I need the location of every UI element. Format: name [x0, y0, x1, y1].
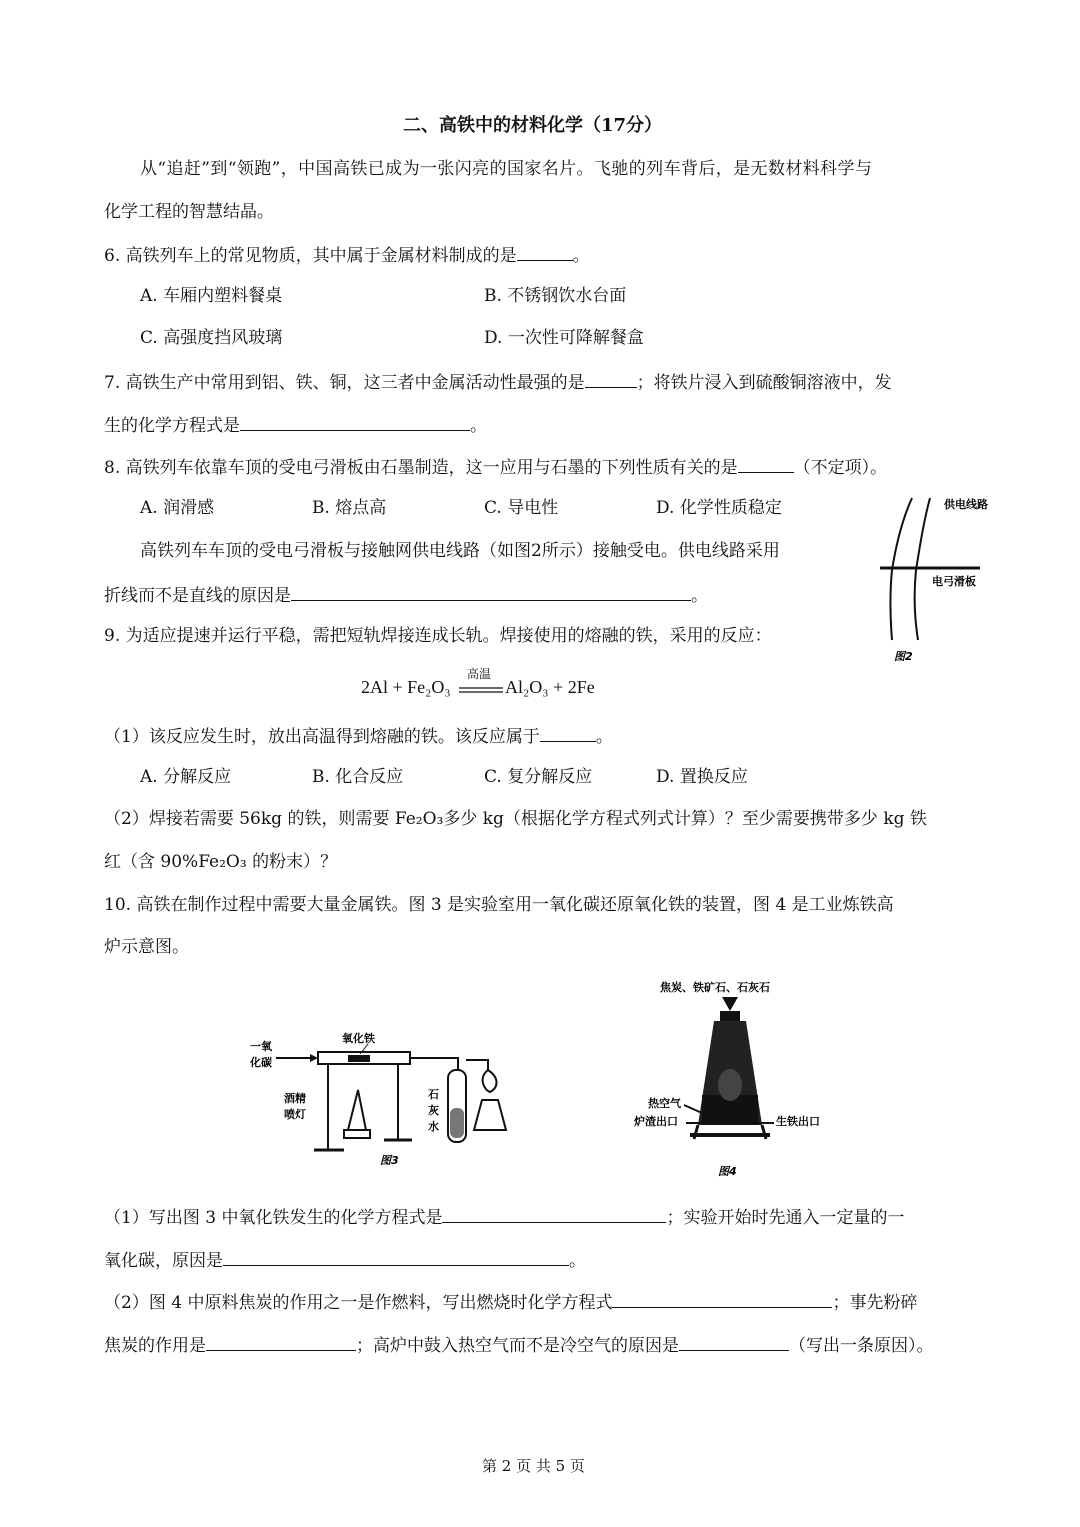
q9-part-2-line-1: （2）焊接若需要 56kg 的铁，则需要 Fe₂O₃多少 kg（根据化学方程式列式计算）？至少需要携带多少 kg 铁	[104, 809, 927, 829]
q7-line-1	[104, 370, 892, 394]
q10-line-1: 10. 高铁在制作过程中需要大量金属铁。图 3 是实验室用一氧化碳还原氧化铁的装置，图 4 是工业炼铁高	[104, 895, 894, 915]
q8-option-d: D. 化学性质稳定	[656, 498, 782, 518]
q9-option-c: C. 复分解反应	[484, 767, 593, 787]
q10-part-1-blank-1	[442, 1205, 666, 1223]
q10-part-1-cont: ；实验开始时先通入一定量的一	[666, 1208, 905, 1228]
q10-part-1-line-1	[104, 1205, 904, 1229]
fig2-label-plate: 电弓滑板	[932, 575, 976, 588]
q10-part-2-line-2	[104, 1333, 934, 1357]
q8-paragraph-line-2-end: 。	[691, 586, 708, 606]
q9-equation	[361, 665, 621, 705]
q8-stem-end: （不定项）。	[793, 458, 888, 478]
q10-part-1-line-2	[104, 1248, 586, 1272]
q6-stem	[104, 243, 590, 267]
q6-option-c: C. 高强度挡风玻璃	[140, 328, 283, 348]
q9-option-d: D. 置换反应	[656, 767, 748, 787]
q8-option-a: A. 润滑感	[140, 498, 215, 518]
q10-part-2-blank-1	[612, 1290, 832, 1308]
q9-part-1-blank	[540, 724, 596, 742]
figure-2-diagram	[870, 490, 990, 670]
q8-paragraph-line-1: 高铁列车车顶的受电弓滑板与接触网供电线路（如图2所示）接触受电。供电线路采用	[140, 541, 780, 561]
q7-line-2-text: 生的化学方程式是	[104, 416, 240, 436]
q8-option-c: C. 导电性	[484, 498, 559, 518]
fig4-label-iron: 生铁出口	[776, 1115, 820, 1128]
q6-option-a: A. 车厢内塑料餐桌	[140, 286, 283, 306]
fig3-exhaust-tube	[466, 1060, 488, 1070]
page-footer: 第 2 页 共 5 页	[482, 1457, 585, 1475]
fig3-caption: 图3	[380, 1154, 399, 1167]
q7-line-1-text: 7. 高铁生产中常用到铝、铁、铜，这三者中金属活动性最强的是	[104, 373, 585, 393]
q7-line-2	[104, 413, 487, 437]
q9-equation-left: 2Al + Fe₂O₃	[361, 677, 451, 697]
q9-equation-double-line	[459, 687, 503, 695]
fig3-lamp	[348, 1090, 366, 1130]
q9-option-a: A. 分解反应	[140, 767, 232, 787]
q10-part-2-line-2-cont: ；高炉中鼓入热空气而不是冷空气的原因是	[356, 1336, 679, 1356]
q10-part-1-line-2-end: 。	[569, 1251, 586, 1271]
q9-part-1-text: （1）该反应发生时，放出高温得到熔融的铁。该反应属于	[104, 727, 540, 747]
q8-stem	[104, 455, 887, 479]
q7-blank-1	[585, 370, 637, 388]
q8-stem-text: 8. 高铁列车依靠车顶的受电弓滑板由石墨制造，这一应用与石墨的下列性质有关的是	[104, 458, 738, 478]
q9-part-1-end: 。	[595, 727, 613, 747]
q9-equation-condition: 高温	[467, 667, 492, 681]
q6-option-b: B. 不锈钢饮水台面	[484, 286, 627, 306]
fig4-label-slag: 炉渣出口	[634, 1115, 678, 1128]
q8-blank	[738, 455, 794, 473]
q8-paragraph-line-2	[104, 583, 708, 607]
fig4-label-hot-air: 热空气	[648, 1097, 681, 1110]
q9-stem: 9. 为适应提速并运行平稳，需把短轨焊接连成长轨。焊接使用的熔融的铁，采用的反应：	[104, 626, 772, 646]
q10-part-1-line-2-text: 氧化碳，原因是	[104, 1251, 223, 1271]
fig4-hopper	[722, 997, 738, 1011]
q8-paragraph-line-2-text: 折线而不是直线的原因是	[104, 586, 291, 606]
intro-line-1: 从“追赶”到“领跑”，中国高铁已成为一张闪亮的国家名片。飞驰的列车背后，是无数材料科学与	[140, 159, 873, 179]
fig3-label-lamp-2: 喷灯	[284, 1108, 306, 1121]
q6-option-d: D. 一次性可降解餐盒	[484, 328, 644, 348]
section-title: 二、高铁中的材料化学（17分）	[403, 115, 663, 136]
q10-part-2-text: （2）图 4 中原料焦炭的作用之一是作燃料，写出燃烧时化学方程式	[104, 1293, 613, 1313]
q10-part-1-text: （1）写出图 3 中氧化铁发生的化学方程式是	[104, 1208, 443, 1228]
fig4-caption: 图4	[718, 1165, 737, 1178]
q6-stem-text: 6. 高铁列车上的常见物质，其中属于金属材料制成的是	[104, 246, 517, 266]
q6-stem-end: 。	[572, 246, 590, 266]
q6-answer-blank	[517, 243, 573, 261]
q9-part-1	[104, 724, 613, 748]
fig2-caption: 图2	[894, 650, 913, 663]
q10-part-2-blank-2	[206, 1333, 356, 1351]
fig3-label-fe2o3: 氧化铁	[342, 1032, 375, 1045]
q10-part-2-line-2-text: 焦炭的作用是	[104, 1336, 206, 1356]
fig3-iron-oxide	[348, 1055, 370, 1062]
fig3-connector-tube	[410, 1058, 458, 1070]
figure-3-apparatus	[248, 1030, 528, 1170]
q9-part-2-line-2: 红（含 90%Fe₂O₃ 的粉末）？	[104, 852, 338, 872]
q7-line-2-end: 。	[470, 416, 487, 436]
q10-part-2-blank-3	[679, 1333, 789, 1351]
fig4-label-top: 焦炭、铁矿石、石灰石	[660, 981, 770, 994]
q10-line-2: 炉示意图。	[104, 937, 189, 957]
fig3-label-co-1: 一氧	[250, 1040, 272, 1053]
fig3-label-lime-1: 石	[428, 1088, 439, 1101]
q10-part-1-blank-2	[223, 1248, 569, 1266]
fig3-label-lime-3: 水	[428, 1120, 439, 1133]
fig3-label-lime-2: 灰	[428, 1104, 439, 1117]
q9-equation-right: Al₂O₃ + 2Fe	[505, 677, 595, 697]
q10-part-2-cont: ；事先粉碎	[832, 1293, 918, 1313]
fig3-label-co-2: 化碳	[250, 1056, 272, 1069]
fig3-burner-lamp	[474, 1100, 506, 1130]
q7-line-1-cont: ；将铁片浸入到硫酸铜溶液中，发	[636, 373, 892, 393]
q10-part-2-line-1	[104, 1290, 917, 1314]
fig2-label-wire: 供电线路	[944, 498, 988, 511]
q9-option-b: B. 化合反应	[312, 767, 404, 787]
q8-reason-blank	[291, 583, 691, 601]
q10-part-2-line-2-end: （写出一条原因）。	[789, 1336, 934, 1356]
figure-4-blast-furnace	[630, 975, 830, 1185]
fig3-label-lamp-1: 酒精	[284, 1092, 306, 1105]
intro-line-2: 化学工程的智慧结晶。	[104, 202, 274, 222]
q7-blank-2	[240, 413, 470, 431]
fig3-burner-flame	[483, 1070, 497, 1092]
q8-option-b: B. 熔点高	[312, 498, 387, 518]
